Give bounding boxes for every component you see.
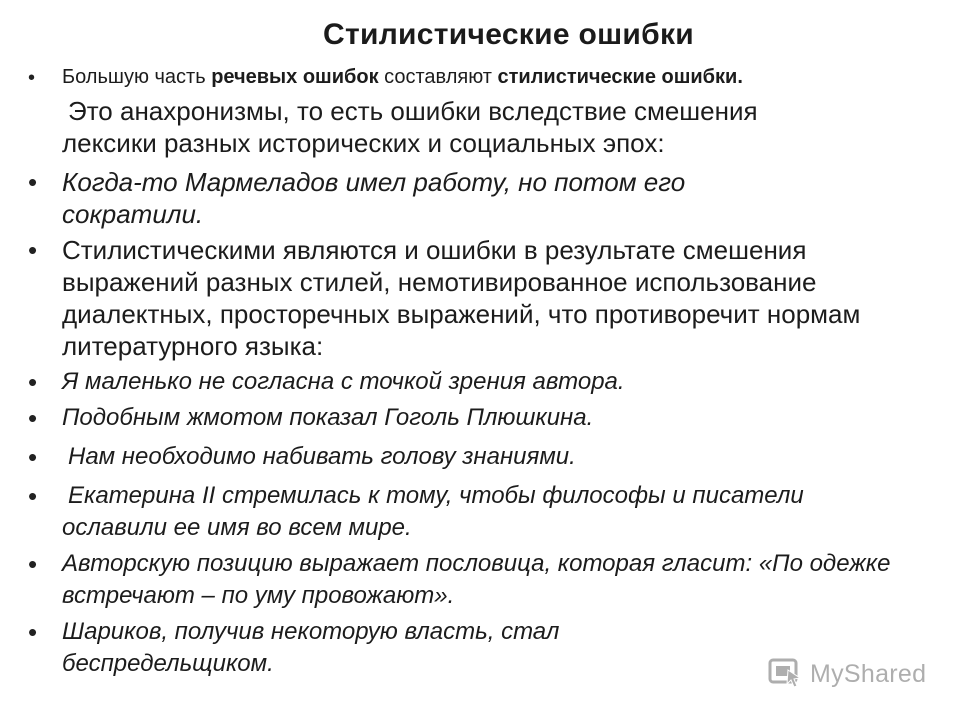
slide-title: Стилистические ошибки (323, 18, 695, 51)
example-text: Я маленько не согласна с точкой зрения автора. (62, 368, 625, 395)
intro-text (62, 64, 912, 90)
bullet-icon: • (28, 403, 38, 433)
bullet-icon: • (28, 549, 38, 579)
example-text: Когда-то Мармеладов имел работу, но потом его сократили. (62, 167, 686, 229)
example-text: Шариков, получив некоторую власть, стал беспредельщиком. (62, 618, 560, 677)
bullet-icon: • (28, 481, 38, 511)
intro-part2: составляют (378, 66, 498, 88)
bullet-icon: • (28, 167, 38, 197)
bullet-icon: • (28, 617, 38, 647)
myshared-watermark (768, 654, 938, 694)
mouse-pointer-icon (768, 656, 804, 692)
example-text: Подобным жмотом показал Гоголь Плюшкина. (62, 404, 594, 431)
bullet-icon: • (28, 67, 36, 89)
intro-bold-speech-errors: речевых ошибок (211, 66, 379, 88)
bullet-icon: • (28, 235, 38, 265)
intro-bold-stylistic-errors: стилистические ошибки. (497, 66, 743, 88)
bullet-icon: • (28, 442, 38, 472)
rule-text: Стилистическими являются и ошибки в результате смешения выражений разных стилей, немотивированное использование диалектных, просторечных выражений, что противоречит нормам литературного языка: (62, 235, 861, 361)
intro-part1: Большую часть (62, 66, 212, 88)
example-text: Нам необходимо набивать голову знаниями. (68, 443, 576, 470)
anachronism-text: Это анахронизмы, то есть ошибки вследствие смешения лексики разных исторических и социальных эпох: (62, 96, 758, 158)
watermark-label: MyShared (810, 659, 927, 688)
example-text: Екатерина II стремилась к тому, чтобы философы и писатели ославили ее имя во всем мире. (62, 482, 804, 541)
example-text: Авторскую позицию выражает пословица, которая гласит: «По одежке встречают – по уму провожают». (62, 550, 891, 609)
bullet-icon: • (28, 367, 38, 397)
